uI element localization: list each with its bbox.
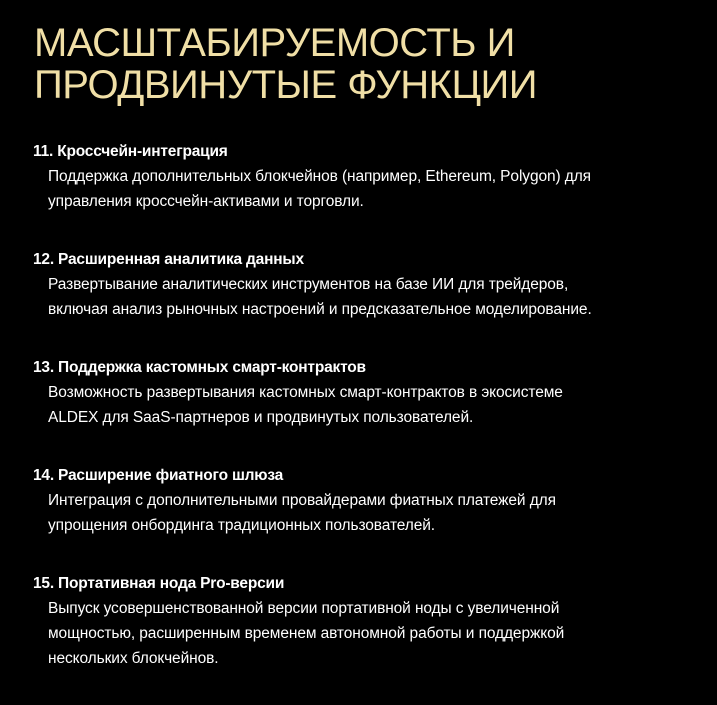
feature-heading: 11. Кроссчейн-интеграция <box>33 143 228 160</box>
feature-item-13 <box>33 356 703 430</box>
feature-description <box>33 164 703 214</box>
feature-heading: 12. Расширенная аналитика данных <box>33 251 304 268</box>
feature-item-15 <box>33 572 703 671</box>
page-title-line-2: ПРОДВИНУТЫЕ ФУНКЦИИ <box>34 63 538 107</box>
feature-description-line: Интеграция с дополнительными провайдерами фиатных платежей для <box>48 492 556 509</box>
feature-list <box>33 140 703 705</box>
feature-item-14 <box>33 464 703 538</box>
page-title <box>34 22 537 106</box>
feature-heading: 13. Поддержка кастомных смарт-контрактов <box>33 359 366 376</box>
feature-description-line: Возможность развертывания кастомных смарт-контрактов в экосистеме <box>48 384 563 401</box>
feature-description-line: Поддержка дополнительных блокчейнов (например, Ethereum, Polygon) для <box>48 168 591 185</box>
feature-description-line: Выпуск усовершенствованной версии портативной ноды с увеличенной <box>48 600 560 617</box>
feature-description <box>33 380 703 430</box>
feature-description-line: включая анализ рыночных настроений и предсказательное моделирование. <box>48 301 592 318</box>
feature-item-11 <box>33 140 703 214</box>
feature-item-12 <box>33 248 703 322</box>
feature-heading: 14. Расширение фиатного шлюза <box>33 467 284 484</box>
feature-description <box>33 272 703 322</box>
feature-description-line: управления кроссчейн-активами и торговли. <box>48 193 364 210</box>
feature-description-line: мощностью, расширенным временем автономной работы и поддержкой <box>48 625 565 642</box>
feature-description <box>33 596 703 671</box>
feature-description-line: нескольких блокчейнов. <box>48 650 219 667</box>
feature-description-line: Развертывание аналитических инструментов на базе ИИ для трейдеров, <box>48 276 569 293</box>
page-title-line-1: МАСШТАБИРУЕМОСТЬ И <box>34 21 515 65</box>
feature-description-line: упрощения онбординга традиционных пользователей. <box>48 517 436 534</box>
feature-description-line: ALDEX для SaaS-партнеров и продвинутых пользователей. <box>48 409 474 426</box>
feature-heading: 15. Портативная нода Pro-версии <box>33 575 285 592</box>
feature-description <box>33 488 703 538</box>
